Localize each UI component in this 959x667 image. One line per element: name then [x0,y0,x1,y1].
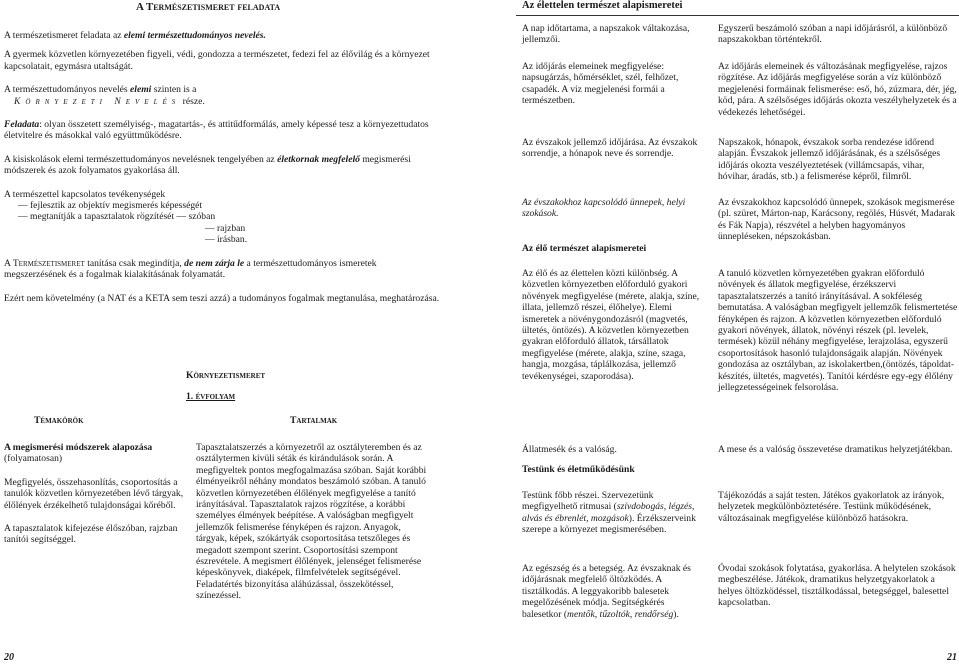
intro-paragraph: A természetismeret feladata az elemi természettudományos nevelés. [4,30,266,41]
row1-a: A nap időtartama, a napszakok váltakozása, jellemzői. [522,23,690,46]
row3-a: Az évszakok jellemző időjárása. Az évszakok sorrendje, a hónapok neve és sorrendje. [522,137,698,160]
page-number-left: 20 [4,651,14,663]
activity-list: A természettel kapcsolatos tevékenységek — fejlesztik az objektív megismerés képességét — megtanítják a tapasztalatok rögzítését — szóban — rajzban — írásban. [4,188,248,246]
right-page [510,0,959,667]
table-title: Környezetismeret [186,370,266,381]
row6-b-wrap [718,444,958,455]
row5-a-wrap [522,268,706,382]
paragraph-1: A gyermek közvetlen környezetében figyeli, védi, gondozza a természetet, fedezi fel az élővilág és a környezet kapcsolatait, egymásra utaltságát. [4,49,430,72]
row8-a: Az egészség és a betegség. Az évszaknak és időjárásnak megfelelő öltözködés. A tisztálkodás. A leggyakoribb balesetek megelőzésének módja. Segítségkérés balesetkor (mentők, tűzoltók, rendőrség). [522,563,691,620]
section-heading-body: Testünk és életműködésünk [522,464,635,475]
row2-b: Az időjárás elemeinek és változásának megfigyelése, rajzos rögzítése. Az időjárás megfigyelése során a víz különböző megjelenési formáinak felismerése: eső, hó, zúzmara, dér, jég, köd, pára. A szélsőséges időjárás okozta veszélyhelyzetek és a védekezés lehetőségei. [718,61,957,118]
row8-a-wrap [522,563,706,620]
running-head: Az élettelen természet alapismeretei [522,0,683,11]
col-topics-header: Témakörök [34,415,84,426]
paragraph-6: A Természetismeret tanítása csak megindítja, de nem zárja le a természettudományos ismeretek megszerzésének és a fogalmak kialakításának folyamatát. [4,257,377,281]
row8-b: Óvodai szokások folytatása, gyakorlása. A helytelen szokások megbeszélése. Játékok, dramatikus helyzetgyakorlatok a helyes öltözködéssel, tisztálkodással, betegséggel, balesettel kapcsolatban. [718,563,956,609]
paragraph-2: A természettudományos nevelés elemi szinten is a [4,84,197,96]
left-text-column [4,30,440,304]
header-rule [516,15,959,16]
row8-b-wrap [718,563,958,609]
row2-a-wrap [522,61,706,107]
row6-a: Állatmesék és a valóság. [522,444,617,455]
row6-b: A mese és a valóság összevetése dramatikus helyzetjátékban. [718,444,953,455]
paragraph-7: Ezért nem követelmény (a NAT és a KETA sem teszi azzá) a tudományos fogalmak megtanulása, meghatározása. [4,292,440,304]
row4-b: Az évszakokhoz kapcsolódó ünnepek, szokások megismerése (pl. szüret, Márton-nap, Karácsony, regölés, Húsvét, Madarak és Fák Napja), részvétel a helyben hagyományos ünnepléseken, népszokásban. [718,197,956,243]
row5-b-wrap [718,268,958,393]
row7-b-wrap [718,490,958,524]
row5-a: Az élő és az élettelen közti különbség. A közvetlen környezetben előforduló gyakori növények megfigyelése (mérete, alakja, színe, illata, jellemző részei, élőhelye). Elemi ismeretek a növénygondozásról (magvetés, ültetés, öntözés). A közvetlen környezetben gyakran előforduló állatok, társállatok megfigyelése (mérete, alakja, színe, szaga, hangja, mozgása, táplálkozása, jellemző tevékenységei, szaporodása). [522,268,700,382]
row4-a: Az évszakokhoz kapcsolódó ünnepek, helyi szokások. [522,197,686,220]
row7-a-wrap [522,490,706,536]
paragraph-4: A kisiskolások elemi természettudományos nevelésnek tengelyében az életkornak megfelelő megismerési módszerek és azok folyamatos gyakorlása áll. [4,153,411,177]
row6-a-wrap [522,444,706,455]
row4-a-wrap [522,197,706,220]
section-heading-living: Az élő természet alapismeretei [522,243,647,254]
paragraph-2-continued: Környezeti Nevelés része. [14,95,205,107]
row2-b-wrap [718,61,958,118]
page-title: A Természetismeret feladata [136,1,281,13]
left-page [0,0,470,667]
row3-b: Napszakok, hónapok, évszakok sorba rendezése időrend alapján. Évszakok jellemző időjárásának, és a szélsőséges időjárás okozta veszélyeztetések (villámcsapás, vihar, hóvihar, áradás, stb.) a felismerése képről, filmről. [718,137,941,183]
row4-b-wrap [718,197,958,243]
row1-b: Egyszerű beszámoló szóban a napi időjárásról, a különböző napszakokban történtekről. [718,23,948,46]
contents-column: Tapasztalatszerzés a környezetről az osztályteremben és az osztálytermen kívüli séták és kirándulások során. A megfigyeltek pontos megfogalmazása szóban. Saját korábbi élményeikről néhány mondatos beszámoló szóban. A tanuló közvetlen környezetében élőlények megfigyelése a tanító irányításával. Tapasztalatok rajzos rögzítése, a korábbi személyes élmények beépítése. A valóságban megfigyelt jellemzők felismerése fényképen és rajzon. Anyagok, tárgyak, képek, szókártyák csoportosítása tetszőleges és megadott szempont szerint. Csoportosítási szempont észrevétele. A megismert élőlények, jelenséget felismerése képeskönyvek, diaképek, filmfelvételek segítségével. Feladatértés bizonyítása aláhúzással, összekötéssel, színezéssel. [196,442,427,602]
row7-b: Tájékozódás a saját testen. Játékos gyakorlatok az irányok, helyzetek megkülönböztetésére. Testünk működésének, változásainak megfigyelése különböző hatásokra. [718,490,945,524]
page-number-right: 21 [947,651,957,663]
paragraph-3: Feladata: olyan összetett személyiség-, magatartás-, és attitűdformálás, amely képessé tesz a környezettudatos életvitelre és másokkal való együttműködésre. [4,119,429,142]
right-col-b [718,23,958,46]
col-contents-header: Tartalmak [290,415,338,426]
row2-a: Az időjárás elemeinek megfigyelése: napsugárzás, hőmérséklet, szél, felhőzet, csapadék. A víz megjelenési formái a természetben. [522,61,679,107]
row5-b: A tanuló közvetlen környezetében gyakran előforduló növények és állatok megfigyelése, érzékszervi tapasztalatszerzés a tanító irányításával. A sokféleség bemutatása. A valóságban megfigyelt jellemzők felismertetése fényképen és rajzon. A közvetlen környezetben előforduló gyakori növények, állatok, növényi részek (pl. levelek, termések) közül néhány megfigyelése, lerajzolása, egyszerű csoportosítások hasonló tulajdonságaik alapján. Növények gondozása az osztályban, az iskolakertben,(öntözés, tápoldat-készítés, ültetés, magvetés). Tanítói kérdésre egy-egy élőlény jellegzetességeinek felsorolása. [718,268,958,394]
right-col-a [522,23,706,46]
table-subtitle: 1. évfolyam [186,391,236,402]
row7-a: Testünk főbb részei. Szervezetünk megfigyelhető ritmusai (szívdobogás, légzés, alvás és ébrenlét, mozgások). Érzékszerveink szerepe a környezet megismerésében. [522,490,696,536]
row3-a-wrap [522,137,706,160]
topics-column: A megismerési módszerek alapozása (folyamatosan) Megfigyelés, összehasonlítás, csoportosítás a tanulók közvetlen környezetében lévő tárgyak, élőlények érzékelhető tulajdonságai kőréből. A tapasztalatok kifejezése élőszóban, rajzban tanítói segítséggel. [4,442,184,546]
row3-b-wrap [718,137,958,183]
